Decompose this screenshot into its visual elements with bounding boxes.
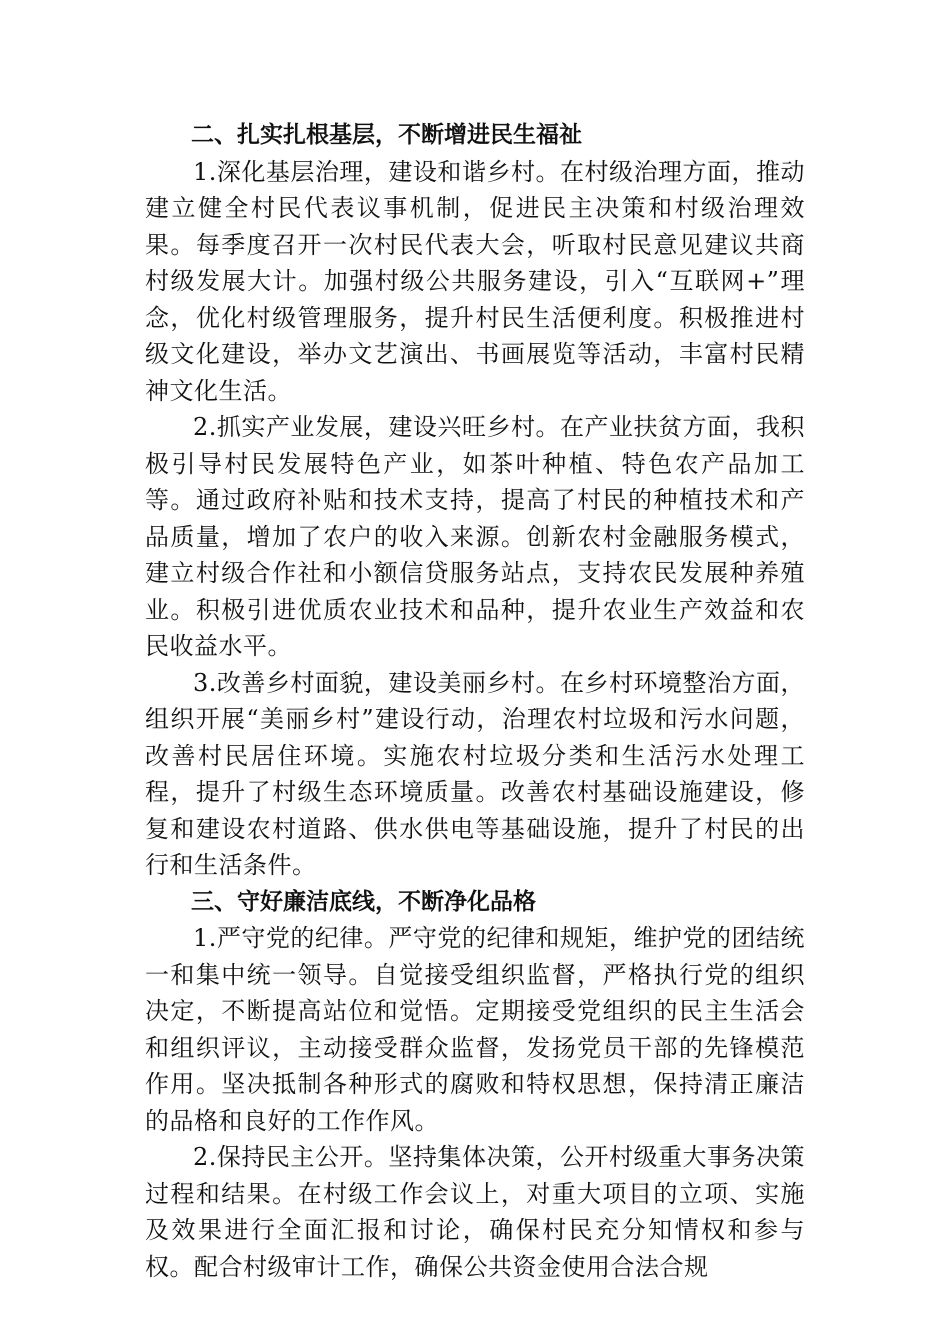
- paragraph-party-discipline: 1.严守党的纪律。严守党的纪律和规矩，维护党的团结统一和集中统一领导。自觉接受组织监督，严格执行党的组织决定，不断提高站位和觉悟。定期接受党组织的民主生活会和组织评议，主动接受群众监督，发扬党员干部的先锋模范作用。坚决抵制各种形式的腐败和特权思想，保持清正廉洁的品格和良好的工作作风。: [145, 924, 805, 1135]
- paragraph-industry-development: 2.抓实产业发展，建设兴旺乡村。在产业扶贫方面，我积极引导村民发展特色产业，如茶叶种植、特色农产品加工等。通过政府补贴和技术支持，提高了村民的种植技术和产品质量，增加了农户的收入来源。创新农村金融服务模式，建立村级合作社和小额信贷服务站点，支持农民发展种养殖业。积极引进优质农业技术和品种，提升农业生产效益和农民收益水平。: [145, 413, 805, 660]
- paragraph-democratic-openness: 2.保持民主公开。坚持集体决策，公开村级重大事务决策过程和结果。在村级工作会议上，对重大项目的立项、实施及效果进行全面汇报和讨论，确保村民充分知情权和参与权。配合村级审计工作，确保公共资金使用合法合规: [145, 1143, 805, 1281]
- document-page: [145, 117, 805, 1285]
- section-heading-3: 三、守好廉洁底线，不断净化品格: [191, 888, 536, 915]
- paragraph-grassroots-governance: 1.深化基层治理，建设和谐乡村。在村级治理方面，推动建立健全村民代表议事机制，促进民主决策和村级治理效果。每季度召开一次村民代表大会，听取村民意见建议共商村级发展大计。加强村级公共服务建设，引入“互联网+”理念，优化村级管理服务，提升村民生活便利度。积极推进村级文化建设，举办文艺演出、书画展览等活动，丰富村民精神文化生活。: [145, 157, 805, 405]
- paragraph-village-appearance: 3.改善乡村面貌，建设美丽乡村。在乡村环境整治方面，组织开展“美丽乡村”建设行动，治理农村垃圾和污水问题，改善村民居住环境。实施农村垃圾分类和生活污水处理工程，提升了村级生态环境质量。改善农村基础设施建设，修复和建设农村道路、供水供电等基础设施，提升了村民的出行和生活条件。: [145, 668, 805, 879]
- section-heading-2: 二、扎实扎根基层，不断增进民生福祉: [191, 122, 582, 148]
